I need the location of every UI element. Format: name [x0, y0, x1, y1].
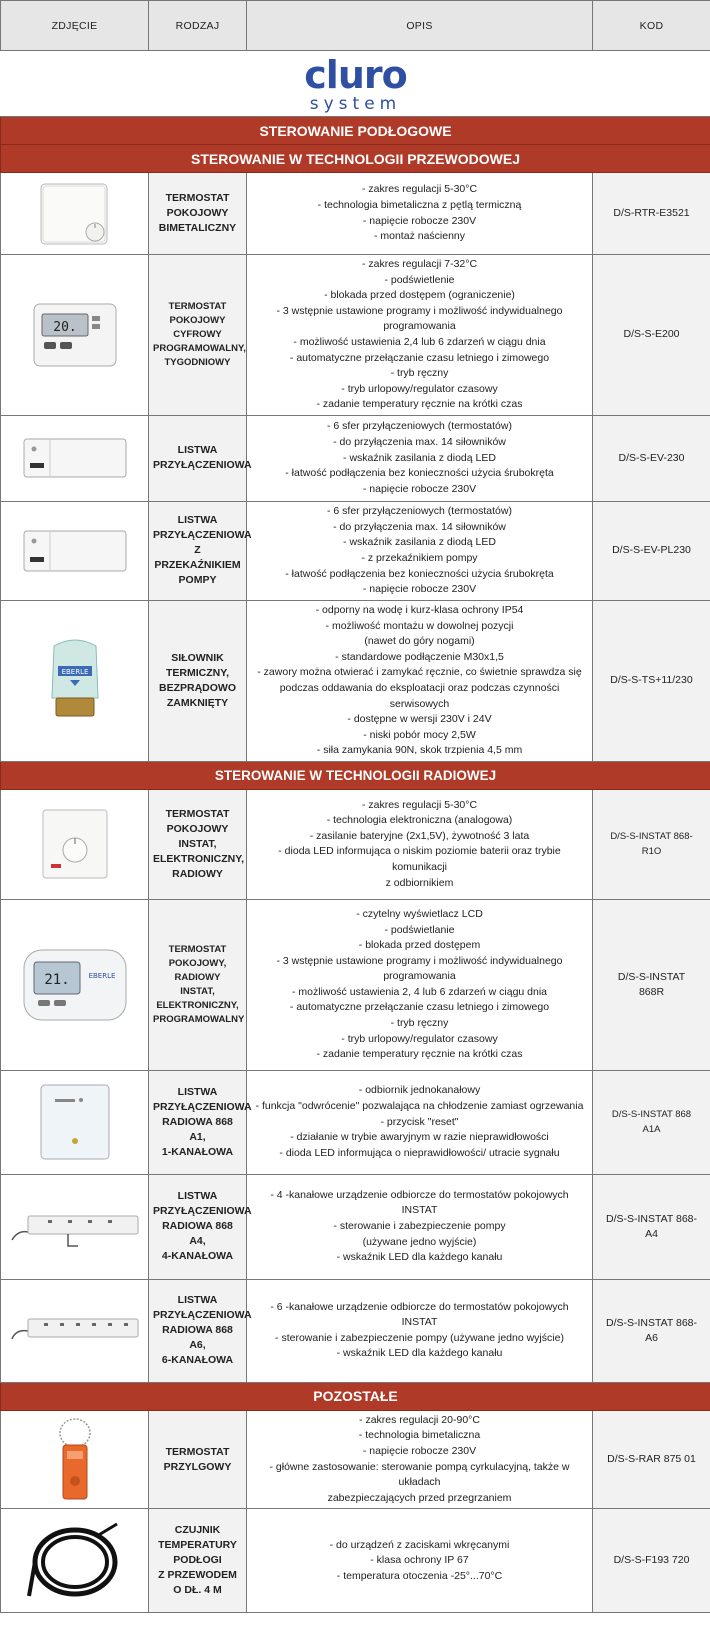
desc-line: - napięcie robocze 230V	[362, 482, 477, 495]
desc-line: - siła zamykania 90N, skok trzpienia 4,5 mm	[316, 744, 523, 757]
col-header-desc: OPIS	[247, 1, 593, 51]
desc-line: - blokada przed dostępem	[358, 939, 481, 952]
digital-thermostat-icon	[30, 300, 120, 370]
product-photo	[1, 1070, 149, 1174]
col-header-type: RODZAJ	[149, 1, 247, 51]
product-name: LISTWA PRZYŁĄCZENIOWA RADIOWA 868 A1, 1-KANAŁOWA	[149, 1070, 247, 1174]
product-code: D/S-S-EV-230	[593, 415, 710, 501]
desc-line: - 6 sfer przyłączeniowych (termostatów)	[327, 420, 512, 433]
desc-line: - technologia bimetaliczna z pętlą termiczną	[317, 198, 522, 211]
clamp-thermostat-icon	[50, 1415, 100, 1505]
col-header-code: KOD	[593, 1, 710, 51]
table-row	[1, 789, 710, 899]
product-photo	[1, 173, 149, 255]
thermostat-badge: EBERLE	[88, 971, 115, 980]
desc-line: - wskaźnik LED dla każdego kanału	[336, 1251, 503, 1264]
product-name: TERMOSTAT POKOJOWY CYFROWY PROGRAMOWALNY, TYGODNIOWY	[149, 255, 247, 416]
product-photo	[1, 415, 149, 501]
desc-line: - zawory można otwierać i zamykać ręcznie, co świetnie sprawdza się	[257, 666, 582, 679]
desc-line: - do przyłączenia max. 14 siłowników	[333, 436, 506, 449]
product-name: LISTWA PRZYŁĄCZENIOWA Z PRZEKAŹNIKIEM POMPY	[149, 501, 247, 600]
desc-line: z odbiornikiem	[385, 876, 454, 889]
desc-line: - temperatura otoczenia -25°...70°C	[336, 1569, 503, 1582]
desc-line: - czytelny wyświetlacz LCD	[356, 907, 483, 920]
table-row	[1, 600, 710, 761]
table-row	[1, 899, 710, 1070]
desc-line: - do przyłączenia max. 14 siłowników	[333, 520, 506, 533]
desc-line: - główne zastosowanie: sterowanie pompą cyrkulacyjną, także w układach	[269, 1460, 570, 1489]
section-band	[1, 145, 710, 173]
desc-line: - odporny na wodę i kurz-klasa ochrony IP54	[315, 603, 524, 616]
desc-line: - tryb ręczny	[390, 367, 449, 380]
product-name: SIŁOWNIK TERMICZNY, BEZPRĄDOWO ZAMKNIĘTY	[149, 600, 247, 761]
desc-line: - podświetlanie	[384, 923, 455, 936]
table-row	[1, 255, 710, 416]
product-code: D/S-RTR-E3521	[593, 173, 710, 255]
desc-line: podczas oddawania do eksploatacji oraz podczas czynności serwisowych	[279, 681, 560, 710]
desc-line: - napięcie robocze 230V	[362, 583, 477, 596]
table-row	[1, 1279, 710, 1382]
product-desc	[247, 899, 593, 1070]
desc-line: (używane jedno wyjście)	[362, 1235, 477, 1248]
product-code: D/S-S-TS+11/230	[593, 600, 710, 761]
desc-line: - możliwość montażu w dowolnej pozycji	[325, 619, 514, 632]
floor-sensor-cable-icon	[25, 1516, 125, 1606]
desc-line: - 3 wstępnie ustawione programy i możliwość indywidualnego	[276, 304, 563, 317]
desc-line: - podświetlenie	[384, 273, 455, 286]
product-photo	[1, 1509, 149, 1613]
product-desc	[247, 600, 593, 761]
section-band	[1, 1382, 710, 1410]
desc-line: - klasa ochrony IP 67	[370, 1554, 469, 1567]
table-row	[1, 415, 710, 501]
product-desc	[247, 173, 593, 255]
table-row	[1, 173, 710, 255]
product-desc	[247, 789, 593, 899]
section-other-title: POZOSTAŁE	[1, 1382, 710, 1410]
desc-line: - odbiornik jednokanałowy	[358, 1084, 481, 1097]
desc-line: programowania	[383, 970, 456, 983]
desc-line: - automatyczne przełączanie czasu letniego i zimowego	[289, 351, 550, 364]
desc-line: - tryb ręczny	[390, 1017, 449, 1030]
product-photo	[1, 1410, 149, 1509]
desc-line: - tryb urlopowy/regulator czasowy	[341, 382, 498, 395]
col-header-photo: ZDJĘCIE	[1, 1, 149, 51]
table-row	[1, 1174, 710, 1279]
desc-line: - 6 sfer przyłączeniowych (termostatów)	[327, 505, 512, 518]
desc-line: - standardowe podłączenie M30x1,5	[335, 650, 504, 663]
lcd-readout: 21.	[43, 971, 70, 988]
product-code: D/S-S-E200	[593, 255, 710, 416]
product-code: D/S-S-INSTAT 868 A1A	[593, 1070, 710, 1174]
lcd-readout: 20.	[52, 319, 77, 335]
product-code: D/S-S-INSTAT 868- R1O	[593, 789, 710, 899]
product-desc	[247, 1070, 593, 1174]
desc-line: - łatwość podłączenia bez konieczności użycia śrubokręta	[285, 567, 554, 580]
product-desc	[247, 415, 593, 501]
section-floor-title: STEROWANIE PODŁOGOWE	[1, 117, 710, 145]
logo-row	[1, 51, 710, 117]
desc-line: - dioda LED informująca o niskim poziomie baterii oraz trybie komunikacji	[278, 845, 561, 873]
product-desc	[247, 1174, 593, 1279]
desc-line: - blokada przed dostępem (ograniczenie)	[324, 289, 515, 302]
radio-strip-6ch-icon	[8, 1309, 142, 1353]
product-name: TERMOSTAT PRZYLGOWY	[149, 1410, 247, 1509]
bimetal-thermostat-icon	[35, 180, 115, 248]
desc-line: - działanie w trybie awaryjnym w razie nieprawidłowości	[290, 1131, 549, 1144]
table-row	[1, 1410, 710, 1509]
desc-line: - dioda LED informująca o nieprawidłowości/ utracie sygnału	[279, 1146, 560, 1159]
desc-line: - zakres regulacji 5-30°C	[361, 183, 478, 196]
desc-line: - z przekaźnikiem pompy	[361, 551, 478, 564]
product-desc	[247, 501, 593, 600]
desc-line: - funkcja "odwrócenie" pozwalająca na chłodzenie zamiast ogrzewania	[255, 1099, 584, 1112]
product-photo	[1, 899, 149, 1070]
thermal-actuator-icon	[40, 636, 110, 726]
product-photo	[1, 600, 149, 761]
product-name: LISTWA PRZYŁĄCZENIOWA	[149, 415, 247, 501]
desc-line: - niski pobór mocy 2,5W	[363, 728, 476, 741]
product-photo	[1, 255, 149, 416]
desc-line: - 3 wstępnie ustawione programy i możliwość indywidualnego	[276, 954, 563, 967]
connection-strip-pump-icon	[20, 525, 130, 577]
logo-sub: system	[309, 93, 402, 114]
table-row	[1, 501, 710, 600]
desc-line: - automatyczne przełączanie czasu letniego i zimowego	[289, 1001, 550, 1014]
desc-line: - tryb urlopowy/regulator czasowy	[341, 1032, 498, 1045]
desc-line: - 4 -kanałowe urządzenie odbiorcze do termostatów pokojowych INSTAT	[270, 1188, 569, 1217]
product-code: D/S-S-F193 720	[593, 1509, 710, 1613]
product-name: TERMOSTAT POKOJOWY BIMETALICZNY	[149, 173, 247, 255]
connection-strip-icon	[20, 433, 130, 483]
radio-receiver-icon	[35, 1081, 115, 1163]
product-code: D/S-S-RAR 875 01	[593, 1410, 710, 1509]
desc-line: - zadanie temperatury ręcznie na krótki czas	[316, 1048, 523, 1061]
desc-line: - sterowanie i zabezpieczenie pompy	[333, 1220, 506, 1233]
desc-line: - zakres regulacji 7-32°C	[361, 258, 478, 270]
desc-line: - napięcie robocze 230V	[362, 1445, 477, 1458]
desc-line: - 6 -kanałowe urządzenie odbiorcze do termostatów pokojowych INSTAT	[270, 1300, 569, 1329]
desc-line: - napięcie robocze 230V	[362, 214, 477, 227]
product-photo	[1, 1174, 149, 1279]
product-photo	[1, 501, 149, 600]
table-row	[1, 1070, 710, 1174]
desc-line: - montaż naścienny	[373, 230, 466, 243]
desc-line: - łatwość podłączenia bez konieczności użycia śrubokręta	[285, 467, 554, 480]
product-code: D/S-S-INSTAT 868R	[593, 899, 710, 1070]
product-photo	[1, 789, 149, 899]
desc-line: - technologia elektroniczna (analogowa)	[326, 814, 513, 827]
product-name: LISTWA PRZYŁĄCZENIOWA RADIOWA 868 A4, 4-KANAŁOWA	[149, 1174, 247, 1279]
product-desc	[247, 1509, 593, 1613]
desc-line: - sterowanie i zabezpieczenie pompy (używane jedno wyjście)	[275, 1331, 564, 1344]
product-photo	[1, 1279, 149, 1382]
actuator-badge: EBERLE	[61, 667, 88, 676]
desc-line: - wskaźnik zasilania z diodą LED	[343, 536, 496, 549]
desc-line: - zasilanie bateryjne (2x1,5V), żywotność 3 lata	[309, 829, 530, 842]
desc-line: zabezpieczających przed przegrzaniem	[327, 1491, 512, 1504]
desc-line: - technologia bimetaliczna	[358, 1429, 481, 1442]
desc-line: - możliwość ustawienia 2,4 lub 6 zdarzeń w ciągu dnia	[293, 335, 546, 348]
product-desc	[247, 255, 593, 416]
radio-strip-4ch-icon	[8, 1202, 142, 1252]
desc-line: - wskaźnik LED dla każdego kanału	[336, 1347, 503, 1360]
section-band	[1, 761, 710, 789]
desc-line: - zadanie temperatury ręcznie na krótki czas	[316, 398, 523, 411]
brand-logo	[1, 51, 710, 117]
table-row	[1, 1509, 710, 1613]
product-name: CZUJNIK TEMPERATURY PODŁOGI Z PRZEWODEM O DŁ. 4 M	[149, 1509, 247, 1613]
product-name: TERMOSTAT POKOJOWY INSTAT, ELEKTRONICZNY, RADIOWY	[149, 789, 247, 899]
radio-thermostat-icon	[39, 806, 111, 882]
logo-word: cluro	[304, 52, 407, 97]
desc-line: - dostępne w wersji 230V i 24V	[347, 713, 492, 726]
desc-line: - możliwość ustawienia 2, 4 lub 6 zdarzeń w ciągu dnia	[291, 985, 548, 998]
section-radio-title: STEROWANIE W TECHNOLOGII RADIOWEJ	[1, 761, 710, 789]
desc-line: - zakres regulacji 5-30°C	[361, 798, 478, 811]
section-wired-title: STEROWANIE W TECHNOLOGII PRZEWODOWEJ	[1, 145, 710, 173]
desc-line: programowania	[383, 320, 456, 333]
product-desc	[247, 1410, 593, 1509]
desc-line: - zakres regulacji 20-90°C	[359, 1413, 480, 1426]
desc-line: - do urządzeń z zaciskami wkręcanymi	[329, 1538, 510, 1551]
product-code: D/S-S-INSTAT 868- A4	[593, 1174, 710, 1279]
product-desc	[247, 1279, 593, 1382]
product-name: LISTWA PRZYŁĄCZENIOWA RADIOWA 868 A6, 6-KANAŁOWA	[149, 1279, 247, 1382]
product-code: D/S-S-INSTAT 868- A6	[593, 1279, 710, 1382]
product-name: TERMOSTAT POKOJOWY, RADIOWY INSTAT, ELEKTRONICZNY, PROGRAMOWALNY	[149, 899, 247, 1070]
product-code: D/S-S-EV-PL230	[593, 501, 710, 600]
section-band	[1, 117, 710, 145]
desc-line: - wskaźnik zasilania z diodą LED	[343, 451, 496, 464]
desc-line: - przycisk "reset"	[380, 1115, 459, 1128]
desc-line: (nawet do góry nogami)	[364, 635, 475, 648]
table-header-row	[1, 1, 710, 51]
programmable-radio-thermostat-icon	[20, 944, 130, 1026]
